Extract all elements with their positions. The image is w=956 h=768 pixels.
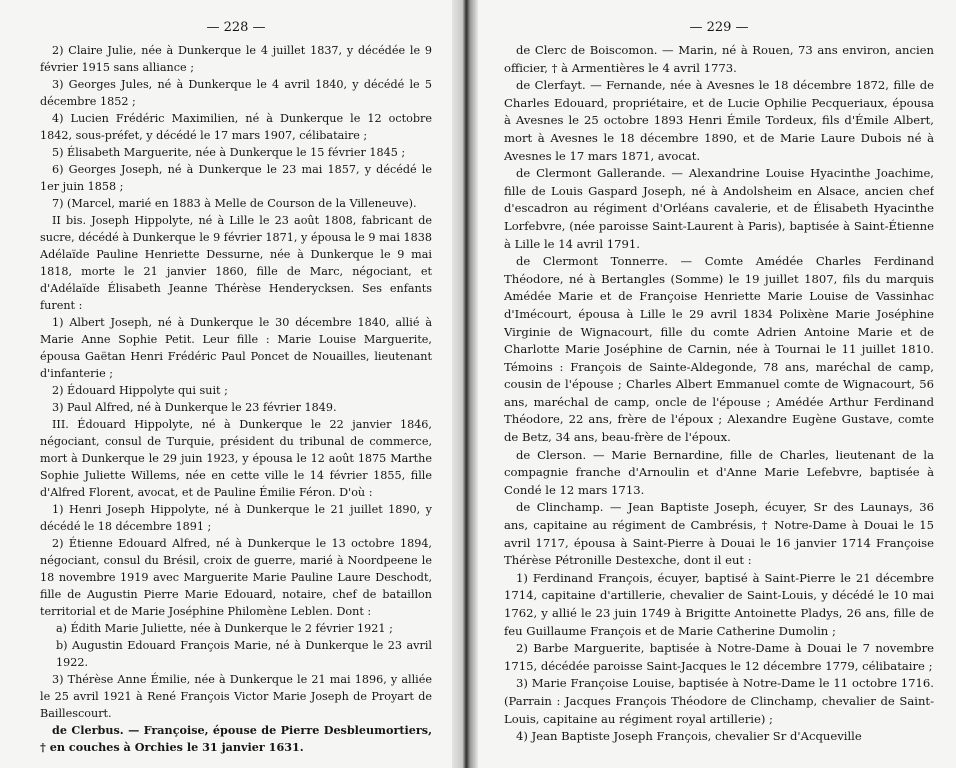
paragraph: II bis. Joseph Hippolyte, né à Lille le 23 août 1808, fabricant de sucre, décédé à Dunkerque le 9 février 1871, y épousa le 9 mai 1838 Adélaïde Pauline Henriette Dessurne, née à Dunkerque le 9 mai 1818, morte le 21 janvier 1860, fille de Marc, négociant, et d'Adélaïde Élisabeth Jeanne Thérèse Henderycksen. Ses enfants furent : [40,214,432,312]
left-page [40,0,432,768]
paragraph: 1) Henri Joseph Hippolyte, né à Dunkerque le 21 juillet 1890, y décédé le 18 décembre 1891 ; [40,503,432,533]
paragraph: 1) Albert Joseph, né à Dunkerque le 30 décembre 1840, allié à Marie Anne Sophie Petit. Leur fille : Marie Louise Marguerite, épousa Gaëtan Henri Frédéric Paul Poncet de Nouailles, lieutenant d'infanterie ; [40,316,432,380]
right-page [504,0,934,768]
paragraph: a) Édith Marie Juliette, née à Dunkerque le 2 février 1921 ; [56,622,393,635]
paragraph: b) Augustin Edouard François Marie, né à Dunkerque le 23 avril 1922. [56,639,432,669]
paragraph: 6) Georges Joseph, né à Dunkerque le 23 mai 1857, y décédé le 1er juin 1858 ; [40,163,432,193]
paragraph: 4) Jean Baptiste Joseph François, chevalier Sr d'Acqueville [516,729,862,744]
paragraph: 3) Marie Françoise Louise, baptisée à Notre-Dame le 11 octobre 1716. (Parrain : Jacques François Théodore de Clinchamp, chevalier de Saint-Louis, capitaine au régiment royal artillerie) ; [504,676,934,726]
paragraph: 3) Georges Jules, né à Dunkerque le 4 avril 1840, y décédé le 5 décembre 1852 ; [40,78,432,108]
book-gutter [452,0,478,768]
paragraph-entry: de Clerfayt. — Fernande, née à Avesnes le 18 décembre 1872, fille de Charles Edouard, propriétaire, et de Lucie Ophilie Pecqueriaux, épousa à Avesnes le 25 octobre 1893 Henri Émile Tordeux, fils d'Émile Albert, mort à Avesnes le 18 décembre 1890, et de Marie Laure Dubois né à Avesnes le 17 mars 1871, avocat. [504,78,934,163]
paragraph-entry: de Clinchamp. — Jean Baptiste Joseph, écuyer, Sr des Launays, 36 ans, capitaine au régiment de Cambrésis, † Notre-Dame à Douai le 15 avril 1717, épousa à Saint-Pierre à Douai le 16 janvier 1714 Françoise Thérèse Pétronille Destexche, dont il eut : [504,500,934,568]
left-page-text [40,42,432,756]
paragraph: 2) Édouard Hippolyte qui suit ; [52,384,228,397]
paragraph-entry: de Clerc de Boiscomon. — Marin, né à Rouen, 73 ans environ, ancien officier, † à Armentières le 4 avril 1773. [504,43,934,75]
right-page-text [504,42,934,746]
paragraph-entry: de Clerbus. — Françoise, épouse de Pierre Desbleumortiers, † en couches à Orchies le 31 janvier 1631. [40,723,432,754]
paragraph-entry: de Clerson. — Marie Bernardine, fille de Charles, lieutenant de la compagnie franche d'Arnoulin et d'Anne Marie Lefebvre, baptisée à Condé le 12 mars 1713. [504,447,934,497]
paragraph: 3) Paul Alfred, né à Dunkerque le 23 février 1849. [52,401,337,414]
paragraph: 4) Lucien Frédéric Maximilien, né à Dunkerque le 12 octobre 1842, sous-préfet, y décédé le 17 mars 1907, célibataire ; [40,112,432,142]
paragraph: 7) (Marcel, marié en 1883 à Melle de Courson de la Villeneuve). [52,197,417,210]
paragraph: 2) Barbe Marguerite, baptisée à Notre-Dame à Douai le 7 novembre 1715, décédée paroisse Saint-Jacques le 12 décembre 1779, célibataire ; [504,641,934,673]
paragraph: 2) Étienne Edouard Alfred, né à Dunkerque le 13 octobre 1894, négociant, consul du Brésil, croix de guerre, marié à Noordpeene le 18 novembre 1919 avec Marguerite Marie Pauline Laure Deschodt, fille de Augustin Pierre Marie Edouard, notaire, chef de bataillon territorial et de Marie Joséphine Philomène Leblen. Dont : [40,537,432,618]
paragraph: 2) Claire Julie, née à Dunkerque le 4 juillet 1837, y décédée le 9 février 1915 sans alliance ; [40,44,432,74]
paragraph-entry: de Clermont Gallerande. — Alexandrine Louise Hyacinthe Joachime, fille de Louis Gaspard Joseph, né à Andolsheim en Alsace, ancien chef d'escadron au régiment d'Orléans cavalerie, et de Élisabeth Hyacinthe Lorfebvre, (née paroisse Saint-Laurent à Paris), baptisée à Saint-Étienne à Lille le 14 avril 1791. [504,166,934,251]
page-number-left: — 228 — [206,20,266,35]
paragraph: III. Édouard Hippolyte, né à Dunkerque le 22 janvier 1846, négociant, consul de Turquie, président du tribunal de commerce, mort à Dunkerque le 29 juin 1923, y épousa le 12 août 1875 Marthe Sophie Juliette Willems, née en cette ville le 14 février 1855, fille d'Alfred Florent, avocat, et de Pauline Émilie Féron. D'où : [40,418,432,499]
page-number-right: — 229 — [689,20,749,35]
paragraph-entry: de Clermont Tonnerre. — Comte Amédée Charles Ferdinand Théodore, né à Bertangles (Somme) le 19 juillet 1807, fils du marquis Amédée Marie et de Françoise Henriette Marie Louise de Vassinhac d'Imécourt, épousa à Lille le 29 avril 1834 Polixène Marie Joséphine Virginie de Wignacourt, fille du comte Adrien Antoine Marie et de Charlotte Marie Joséphine de Carnin, née à Tournai le 11 juillet 1810. Témoins : François de Sainte-Aldegonde, 78 ans, maréchal de camp, cousin de l'épouse ; Charles Albert Emmanuel comte de Wignacourt, 56 ans, maréchal de camp, oncle de l'épouse ; Amédée Arthur Ferdinand Théodore, 22 ans, frère de l'époux ; Alexandre Eugène Gustave, comte de Betz, 34 ans, beau-frère de l'époux. [504,254,934,445]
paragraph: 1) Ferdinand François, écuyer, baptisé à Saint-Pierre le 21 décembre 1714, capitaine d'artillerie, chevalier de Saint-Louis, y décédé le 10 mai 1762, y allié le 23 juin 1749 à Brigitte Antoinette Pladys, 26 ans, fille de feu Guillaume François et de Marie Catherine Dumolin ; [504,570,934,638]
paragraph: 5) Élisabeth Marguerite, née à Dunkerque le 15 février 1845 ; [52,146,406,159]
paragraph: 3) Thérèse Anne Émilie, née à Dunkerque le 21 mai 1896, y alliée le 25 avril 1921 à René François Victor Marie Joseph de Proyart de Baillescourt. [40,673,432,720]
